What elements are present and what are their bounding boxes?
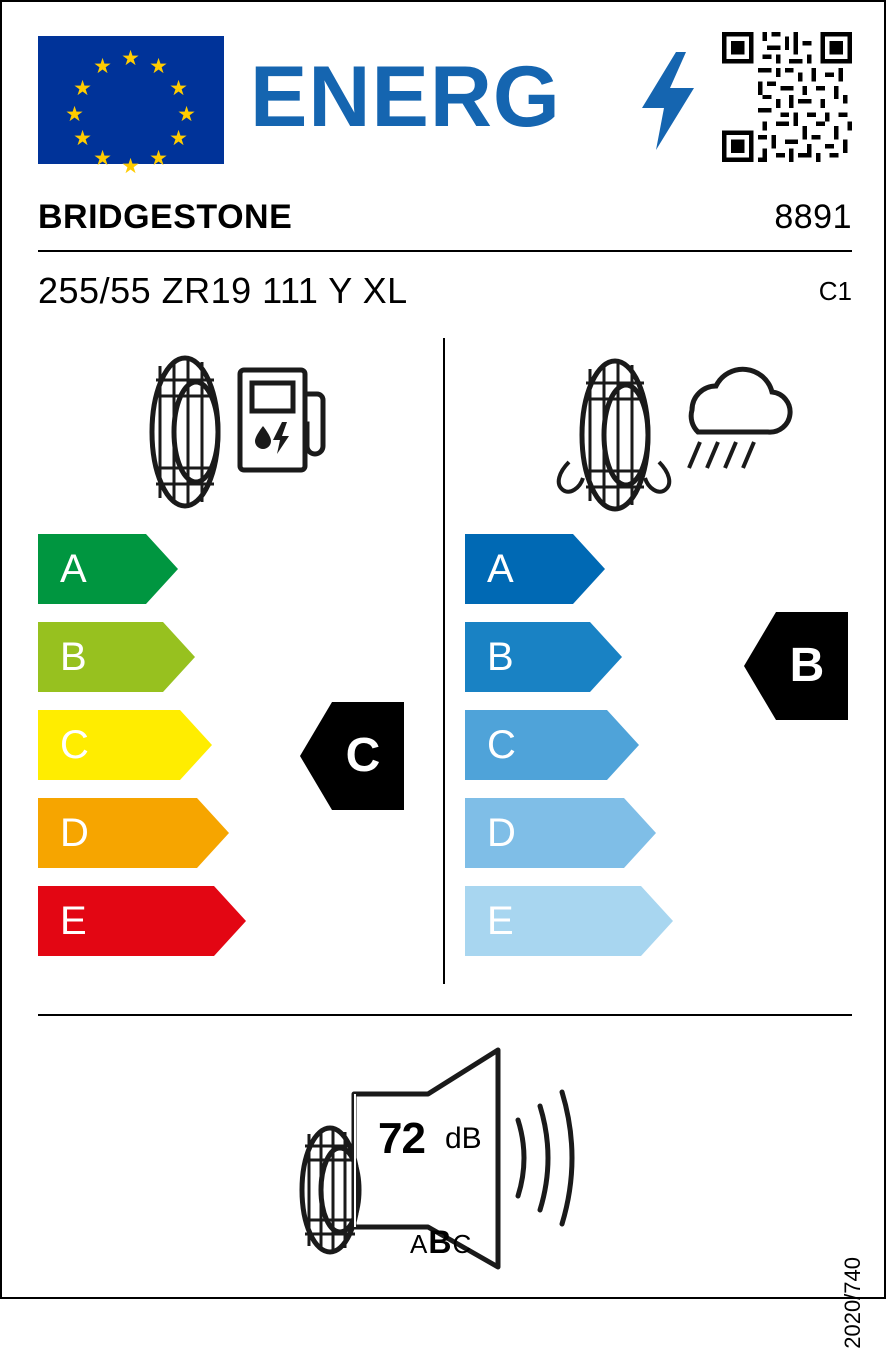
wet-result-letter: B [789, 639, 825, 692]
wet-band-c-letter: C [487, 723, 516, 767]
wet-band-c [465, 710, 673, 780]
qr-code-icon [722, 32, 852, 162]
wet-result-marker [744, 612, 848, 720]
fuel-band-e [38, 886, 246, 956]
noise-section [282, 1042, 612, 1267]
noise-class-b-selected: B [428, 1224, 453, 1260]
wet-band-e [465, 886, 673, 956]
fuel-band-b-letter: B [60, 635, 87, 679]
label-header [2, 2, 888, 182]
lightning-bolt-icon [642, 52, 694, 150]
flag-star: ★ [169, 77, 188, 100]
flag-star: ★ [149, 147, 168, 170]
model-code: 8891 [774, 198, 852, 236]
flag-star: ★ [93, 55, 112, 78]
noise-class-c: C [452, 1229, 473, 1259]
brand-row [38, 198, 852, 244]
fuel-band-a-letter: A [60, 547, 87, 591]
divider-top [38, 250, 852, 252]
wet-band-d [465, 798, 673, 868]
fuel-band-e-letter: E [60, 899, 87, 943]
noise-class-row [410, 1224, 472, 1261]
flag-star: ★ [121, 47, 140, 70]
fuel-band-c [38, 710, 246, 780]
noise-class-a: A [410, 1229, 429, 1259]
flag-star: ★ [149, 55, 168, 78]
noise-unit: dB [445, 1122, 482, 1155]
flag-star: ★ [169, 127, 188, 150]
fuel-band-c-letter: C [60, 723, 89, 767]
energy-wordmark: ENERG [250, 49, 561, 145]
wet-band-b-letter: B [487, 635, 514, 679]
fuel-band-a [38, 534, 246, 604]
fuel-pump-icon [122, 350, 332, 515]
flag-star: ★ [121, 155, 140, 178]
flag-star: ★ [73, 127, 92, 150]
wet-grip-scale [465, 534, 673, 974]
size-row [38, 270, 852, 314]
flag-star: ★ [93, 147, 112, 170]
wet-band-a [465, 534, 673, 604]
wet-band-d-letter: D [487, 811, 516, 855]
flag-star: ★ [73, 77, 92, 100]
wet-band-a-letter: A [487, 547, 514, 591]
flag-star: ★ [177, 103, 196, 126]
flag-star: ★ [65, 103, 84, 126]
divider-bottom [38, 1014, 852, 1016]
panel-divider [443, 338, 445, 984]
manufacturer-name: BRIDGESTONE [38, 198, 293, 236]
fuel-result-marker [300, 702, 404, 810]
tyre-class-code: C1 [818, 276, 852, 306]
noise-value: 72 [378, 1114, 425, 1163]
fuel-result-letter: C [345, 729, 381, 782]
rain-cloud-icon [537, 350, 782, 520]
regulation-reference: 2020/740 [840, 1257, 865, 1349]
fuel-band-b [38, 622, 246, 692]
tyre-size-designation: 255/55 ZR19 111 Y XL [38, 270, 408, 311]
eu-flag-icon [38, 36, 224, 178]
fuel-band-d [38, 798, 246, 868]
fuel-band-d-letter: D [60, 811, 89, 855]
wet-band-e-letter: E [487, 899, 514, 943]
fuel-efficiency-scale [38, 534, 246, 974]
wet-band-b [465, 622, 673, 692]
